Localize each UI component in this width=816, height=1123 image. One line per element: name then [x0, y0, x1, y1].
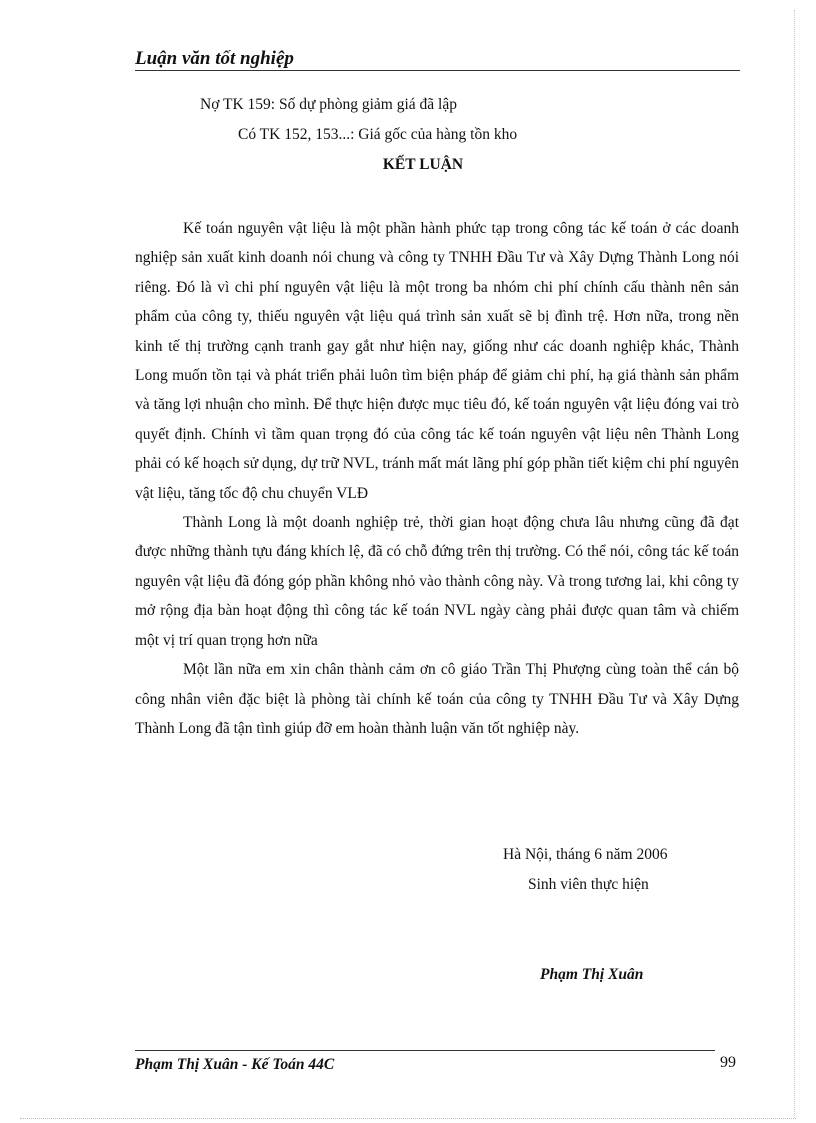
paragraph: Thành Long là một doanh nghiệp trẻ, thời gian hoạt động chưa lâu nhưng cũng đã đạt được những thành tựu đáng khích lệ, đã có chỗ đứng trên thị trường. Có thể nói, công tác kế toán nguyên vật liệu đã đóng góp phần không nhỏ vào thành công này. Và trong tương lai, khi công ty mở rộng địa bàn hoạt động thì công tác kế toán NVL ngày càng phải được quan tâm và chiếm một vị trí quan trọng hơn nữa	[135, 514, 739, 649]
debit-entry: Nợ TK 159: Số dự phòng giảm giá đã lập	[200, 96, 457, 113]
paragraph: Một lần nữa em xin chân thành cảm ơn cô giáo Trần Thị Phượng cùng toàn thể cán bộ công nhân viên đặc biệt là phòng tài chính kế toán của công ty TNHH Đầu Tư và Xây Dựng Thành Long đã tận tình giúp đỡ em hoàn thành luận văn tốt nghiệp này.	[135, 661, 739, 737]
page-edge-bottom	[20, 1118, 796, 1119]
footer-rule	[135, 1050, 715, 1051]
credit-entry: Có TK 152, 153...: Giá gốc của hàng tồn kho	[238, 126, 518, 143]
paragraph: Kế toán nguyên vật liệu là một phần hành phức tạp trong công tác kế toán ở các doanh nghiệp sản xuất kinh doanh nói chung và công ty TNHH Đầu Tư và Xây Dựng Thành Long nói riêng. Đó là vì chi phí nguyên vật liệu là một trong ba nhóm chi phí chính cấu thành nên sản phẩm của công ty, thiếu nguyên vật liệu quá trình sản xuất sẽ bị đình trệ. Hơn nữa, trong nền kinh tế thị trường cạnh tranh gay gắt như hiện nay, giống như các doanh nghiệp khác, Thành Long muốn tồn tại và phát triển phải luôn tìm biện pháp để giảm chi phí, hạ giá thành sản phẩm và tăng lợi nhuận cho mình. Để thực hiện được mục tiêu đó, kế toán nguyên vật liệu đóng vai trò quyết định. Chính vì tầm quan trọng đó của công tác kế toán nguyên vật liệu nên Thành Long phải có kế hoạch sử dụng, dự trữ NVL, tránh mất mát lãng phí góp phần tiết kiệm chi phí nguyên vật liệu, tăng tốc độ chu chuyển VLĐ	[135, 220, 739, 502]
page-number: 99	[720, 1054, 736, 1071]
header-rule	[135, 70, 740, 71]
page-edge-right	[794, 10, 795, 1118]
section-heading: KẾT LUẬN	[382, 156, 464, 173]
signer-role: Sinh viên thực hiện	[528, 876, 649, 893]
body-text	[135, 214, 739, 743]
place-date: Hà Nội, tháng 6 năm 2006	[503, 846, 668, 863]
footer-author-line: Phạm Thị Xuân - Kế Toán 44C	[135, 1056, 335, 1073]
signer-name: Phạm Thị Xuân	[540, 966, 644, 983]
running-header-title: Luận văn tốt nghiệp	[135, 48, 294, 69]
